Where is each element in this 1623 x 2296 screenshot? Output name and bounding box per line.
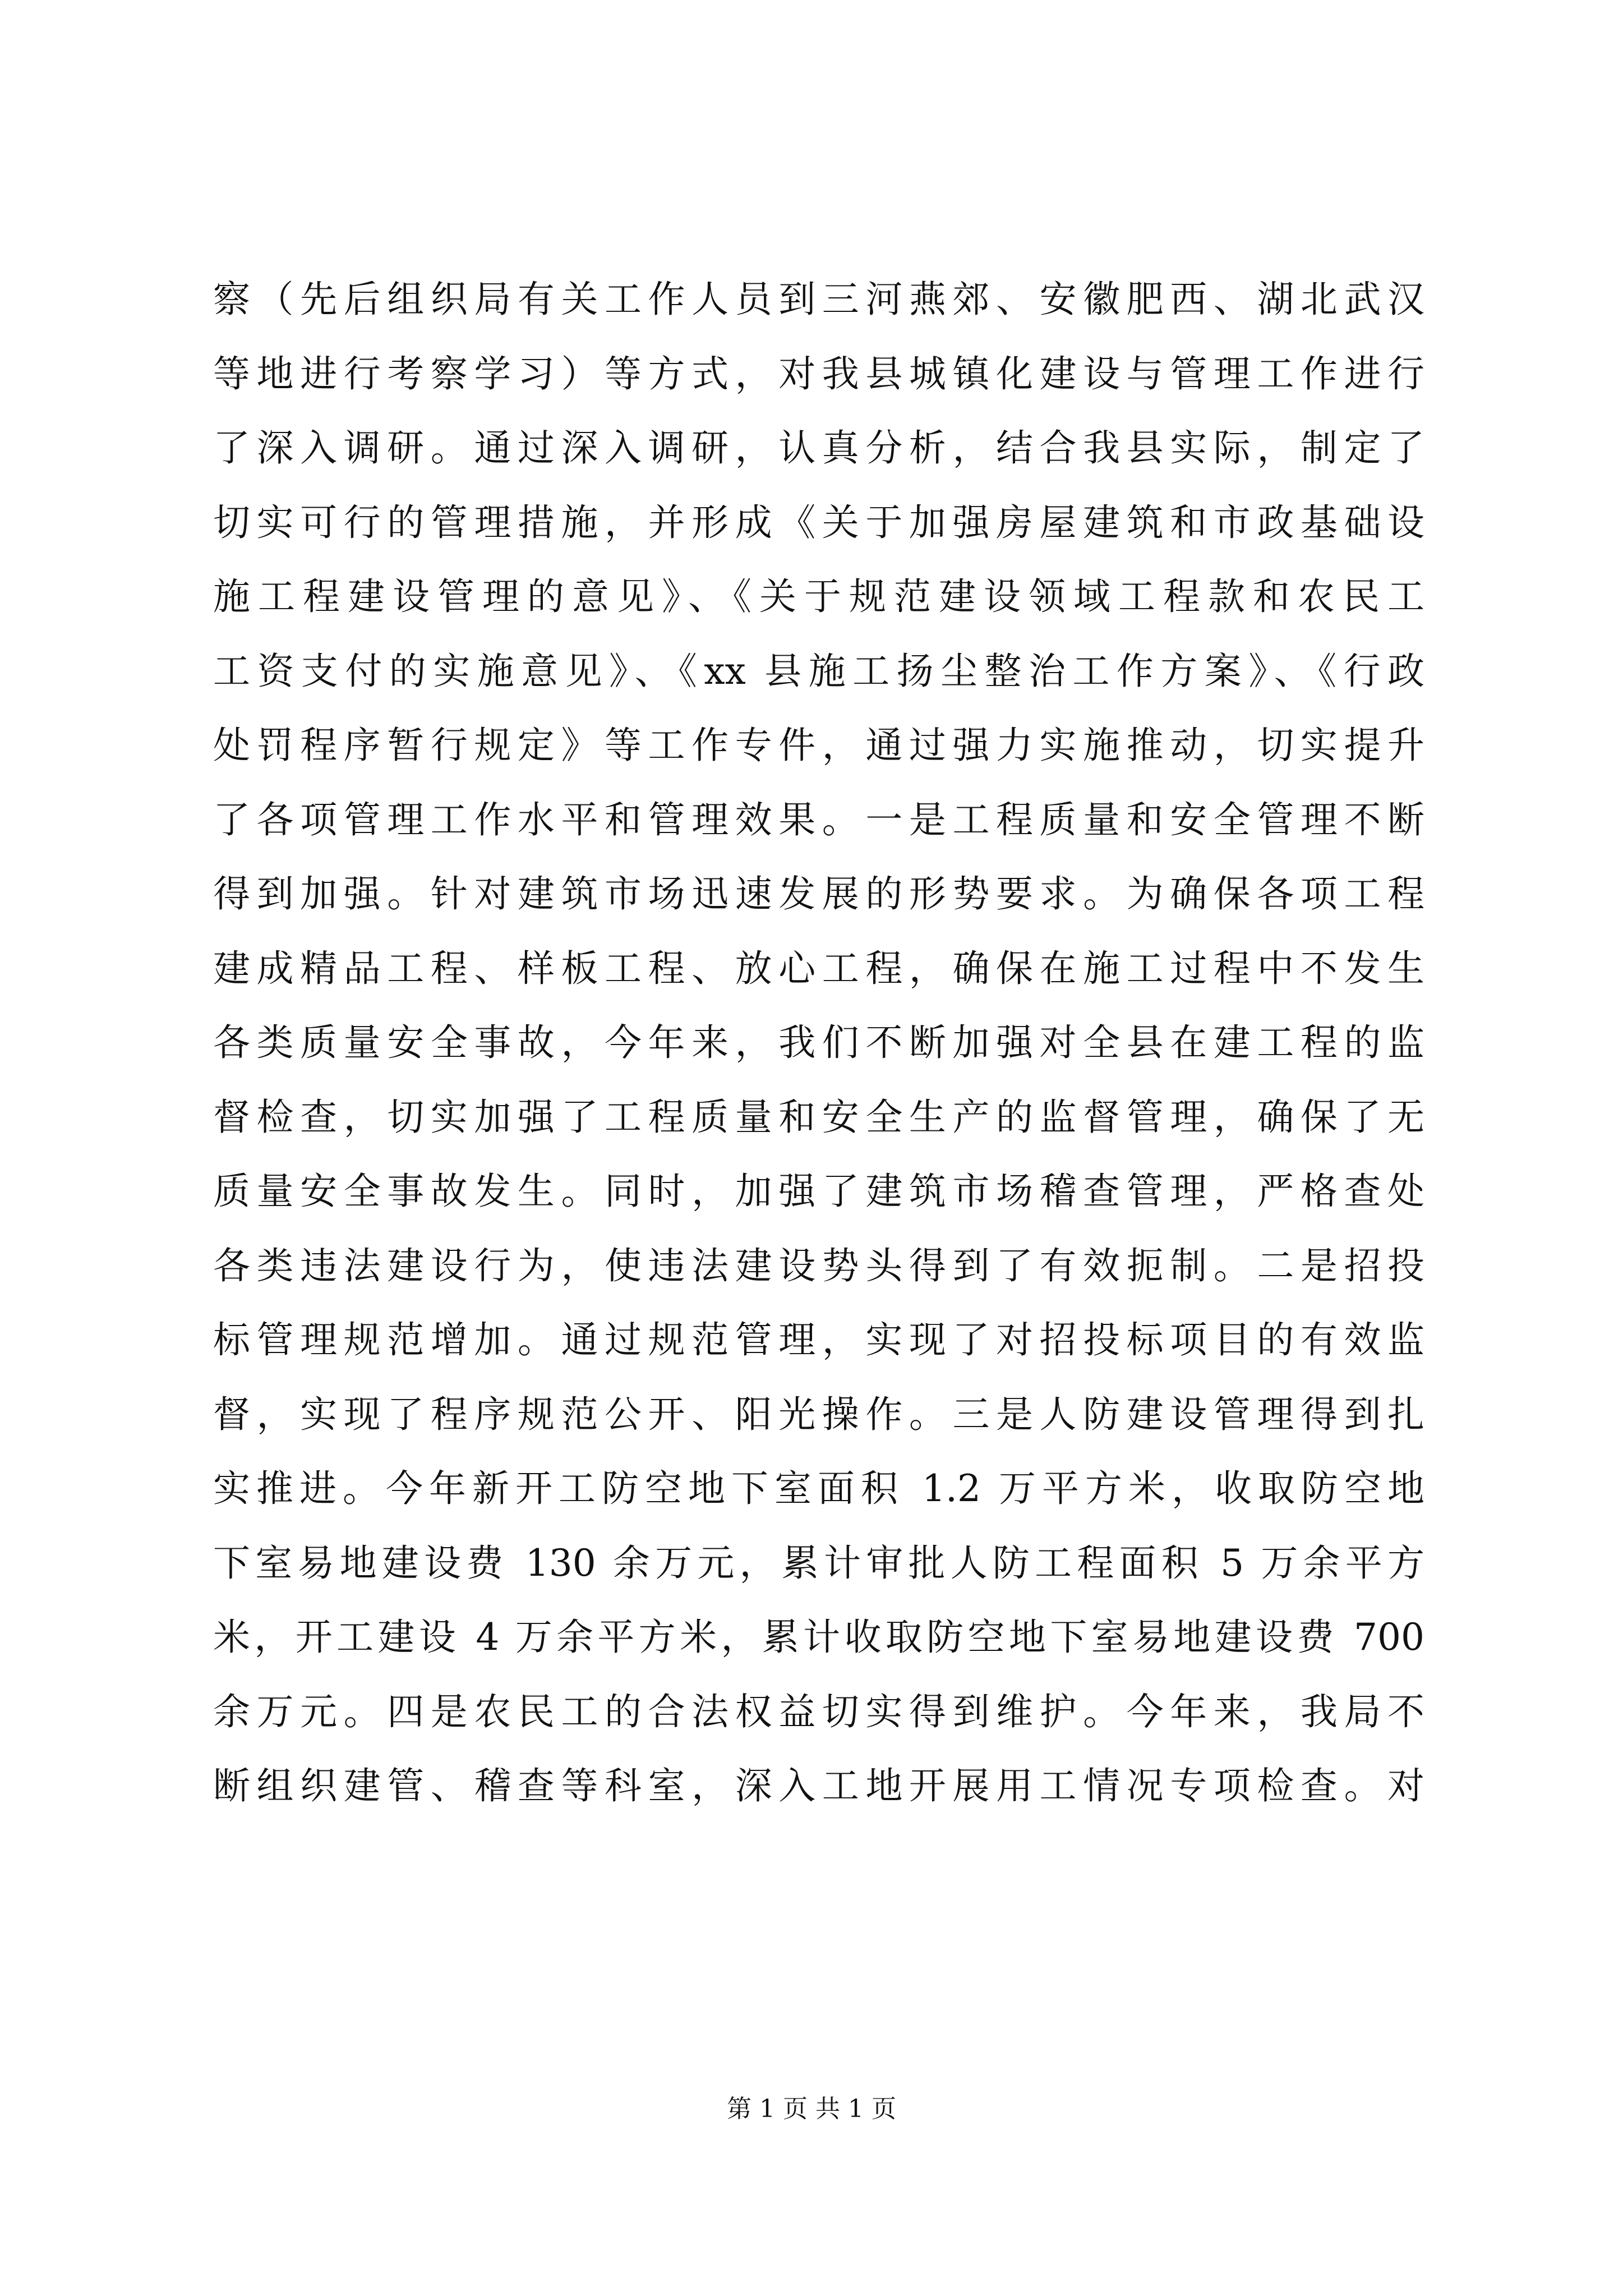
text-line: 下室易地建设费 130 余万元，累计审批人防工程面积 5 万余平方 xyxy=(213,1541,1424,1585)
text-line: 督，实现了程序规范公开、阳光操作。三是人防建设管理得到扎 xyxy=(213,1392,1424,1436)
text-line: 米，开工建设 4 万余平方米，累计收取防空地下室易地建设费 700 xyxy=(213,1616,1424,1659)
text-line: 建成精品工程、样板工程、放心工程，确保在施工过程中不发生 xyxy=(213,946,1424,990)
text-line: 各类违法建设行为，使违法建设势头得到了有效扼制。二是招投 xyxy=(213,1244,1424,1287)
text-line: 实推进。今年新开工防空地下室面积 1.2 万平方米，收取防空地 xyxy=(213,1467,1424,1510)
body-text xyxy=(213,263,1424,1824)
text-line: 标管理规范增加。通过规范管理，实现了对招投标项目的有效监 xyxy=(213,1318,1424,1361)
page-number: 第 1 页 共 1 页 xyxy=(727,2095,896,2123)
text-line: 断组织建管、稽查等科室，深入工地开展用工情况专项检查。对 xyxy=(213,1764,1424,1807)
text-line: 了深入调研。通过深入调研，认真分析，结合我县实际，制定了 xyxy=(213,426,1424,470)
text-line: 余万元。四是农民工的合法权益切实得到维护。今年来，我局不 xyxy=(213,1690,1424,1733)
page-footer xyxy=(0,2093,1623,2125)
text-line: 施工程建设管理的意见》、《关于规范建设领域工程款和农民工 xyxy=(213,575,1424,618)
text-line: 督检查，切实加强了工程质量和安全生产的监督管理，确保了无 xyxy=(213,1095,1424,1139)
text-line: 工资支付的实施意见》、《xx 县施工扬尘整治工作方案》、《行政 xyxy=(213,649,1424,693)
text-line: 各类质量安全事故，今年来，我们不断加强对全县在建工程的监 xyxy=(213,1021,1424,1064)
text-line: 得到加强。针对建筑市场迅速发展的形势要求。为确保各项工程 xyxy=(213,872,1424,915)
text-line: 质量安全事故发生。同时，加强了建筑市场稽查管理，严格查处 xyxy=(213,1170,1424,1213)
text-line: 了各项管理工作水平和管理效果。一是工程质量和安全管理不断 xyxy=(213,798,1424,841)
text-line: 处罚程序暂行规定》等工作专件，通过强力实施推动，切实提升 xyxy=(213,724,1424,767)
text-line: 等地进行考察学习）等方式，对我县城镇化建设与管理工作进行 xyxy=(213,352,1424,395)
text-line: 察（先后组织局有关工作人员到三河燕郊、安徽肥西、湖北武汉 xyxy=(213,278,1424,321)
text-line: 切实可行的管理措施，并形成《关于加强房屋建筑和市政基础设 xyxy=(213,500,1424,544)
